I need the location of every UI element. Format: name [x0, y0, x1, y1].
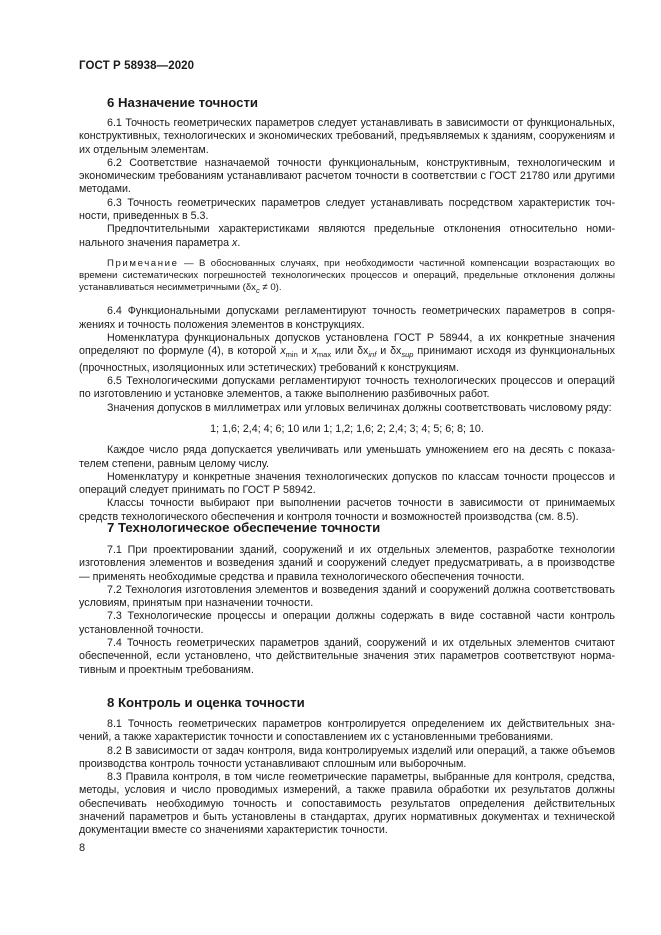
paragraph-tolerance-values: Значения допусков в миллиметрах или угловых величинах должны соответствовать числовому ряду: — [107, 401, 612, 414]
paragraph-8-3: 8.3 Правила контроля, в том числе геометрические параметры, выбранные для контроля, средства, методы, условия и число проводимых измерений, а также правила обработки их результатов должны обеспечивать необходимую точность и сопоставимость результатов определения действительных значений параметров и быть установлены в стандартах, других нормативных документах и технической документации вместе со значениями характеристик точности. — [79, 771, 615, 837]
conj-or: или — [331, 345, 358, 358]
sub-max: max — [316, 350, 332, 360]
paragraph-8-2: 8.2 В зависимости от задач контроля, вида контролируемых изделий или операций, а также объемов производства контроль точности устанавливают сплошным или выборочным. — [79, 744, 615, 770]
variable-x: x — [232, 236, 238, 249]
note-subscript: c — [255, 286, 260, 296]
var-x-max: x — [311, 345, 317, 358]
paragraph-6-5: 6.5 Технологическими допусками регламентируют точность технологических процессов и операций по изготовлению и установке элементов, а также выполнению разбивочных работ. — [79, 375, 615, 401]
section-7-title: 7 Технологическое обеспечение точности — [107, 520, 381, 535]
section-6 — [79, 95, 615, 111]
page-number: 8 — [79, 842, 86, 854]
paragraph-preferred — [79, 223, 615, 250]
section-6-title: 6 Назначение точности — [107, 95, 259, 110]
note-formula: δx — [245, 282, 256, 294]
paragraph-scaling: Каждое число ряда допускается увеличивать или уменьшать умножением его на десять с показателем степени, равным целому числу. — [79, 444, 615, 470]
section-8 — [79, 695, 615, 711]
note-label: Примечание — [107, 257, 179, 269]
var-x-min: x — [280, 345, 286, 358]
number-series: 1; 1,6; 2,4; 4; 6; 10 или 1; 1,2; 1,6; 2; 2,4; 3; 4; 5; 6; 8; 10. — [210, 423, 484, 435]
paragraph-6-2: 6.2 Соответствие назначаемой точности функциональным, конструктивным, технологическим и экономическим требованиям устанавливают расчетом точности в соответствии с ГОСТ 21780 или другими методами. — [79, 156, 615, 196]
section-7 — [79, 520, 615, 536]
paragraph-6-1: 6.1 Точность геометрических параметров следует устанавливать в зависимости от функциональных, конструктивных, технологических и экономических требований, предъявляемых к зданиям, сооружениям и их отдельным элементам. — [79, 117, 615, 156]
delta-x-sup: δx — [390, 345, 402, 358]
paragraph-6-3: 6.3 Точность геометрических параметров следует устанавливать посредством характеристик точности, приведенных в 5.3. — [79, 196, 615, 223]
paragraph-8-1: 8.1 Точность геометрических параметров контролируется определением их действительных значений, а также характеристик точности и сопоставлением их с установленными требованиями. — [79, 718, 615, 744]
note — [79, 258, 615, 298]
conj-and-2: и — [376, 345, 391, 358]
paragraph-functional-tolerances — [79, 332, 615, 375]
paragraph-7-3: 7.3 Технологические процессы и операции должны содержать в виде составной части контроль установленной точности. — [79, 610, 615, 636]
paragraph-accuracy-classes: Классы точности выбирают при выполнении расчетов точности в зависимости от принимаемых средств технологического обеспечения и контроля точности и возможностей производства (см. 8.5). — [79, 497, 615, 523]
paragraph-nomenclature: Номенклатуру и конкретные значения технологических допусков по классам точности процессов и операций следует принимать по ГОСТ Р 58942. — [79, 470, 615, 497]
paragraph-preferred-end: . — [237, 236, 241, 249]
section-6-body — [79, 117, 615, 524]
sub-min: min — [285, 350, 298, 360]
note-text: — В обоснованных случаях, при необходимости частичной компенсации возрастающих во времени систематических погрешностей технологических процессов и операций, предельные отклонения должны устанавливаться несимметричными ( — [79, 257, 615, 294]
paragraph-7-2: 7.2 Технология изготовления элементов и возведения зданий и сооружений должна соответствовать условиям, принятым при назначении точности. — [79, 583, 615, 610]
conj-and: и — [297, 345, 312, 358]
paragraph-6-4: 6.4 Функциональными допусками регламентируют точность геометрических параметров в сопряжениях и точность положения элементов в конструкциях. — [79, 305, 615, 331]
paragraph-preferred-text: Предпочтительными характеристиками являются предельные отклонения относительно номинального значения параметра — [79, 223, 615, 249]
document-header: ГОСТ Р 58938—2020 — [79, 60, 195, 72]
section-7-body — [79, 544, 615, 677]
func-tol-text-end: принимают исходя из функциональных (прочностных, изоляционных или эстетических) требований к конструкциям. — [79, 345, 616, 374]
func-tol-text: Номенклатура функциональных допусков установлена ГОСТ Р 58944, а их конкретные значения определяют по формуле (4), в которой — [79, 332, 615, 358]
note-end: ≠ 0). — [259, 282, 282, 294]
sub-inf: inf — [368, 350, 377, 360]
section-8-body — [79, 718, 615, 838]
paragraph-7-1: 7.1 При проектировании зданий, сооружений и их отдельных элементов, разработке технологии изготовления элементов и возведения зданий и сооружений следует предусматривать, а в производстве — применять необходимые средства и правила технологического обеспечения точности. — [79, 544, 615, 583]
delta-x-inf: δx — [357, 345, 369, 358]
paragraph-7-4: 7.4 Точность геометрических параметров зданий, сооружений и их отдельных элементов считают обеспеченной, если установлено, что действительные значения этих параметров соответствуют нормативным и проектным требованиям. — [79, 637, 615, 676]
section-8-title: 8 Контроль и оценка точности — [107, 695, 305, 710]
sub-sup: sup — [401, 350, 414, 360]
